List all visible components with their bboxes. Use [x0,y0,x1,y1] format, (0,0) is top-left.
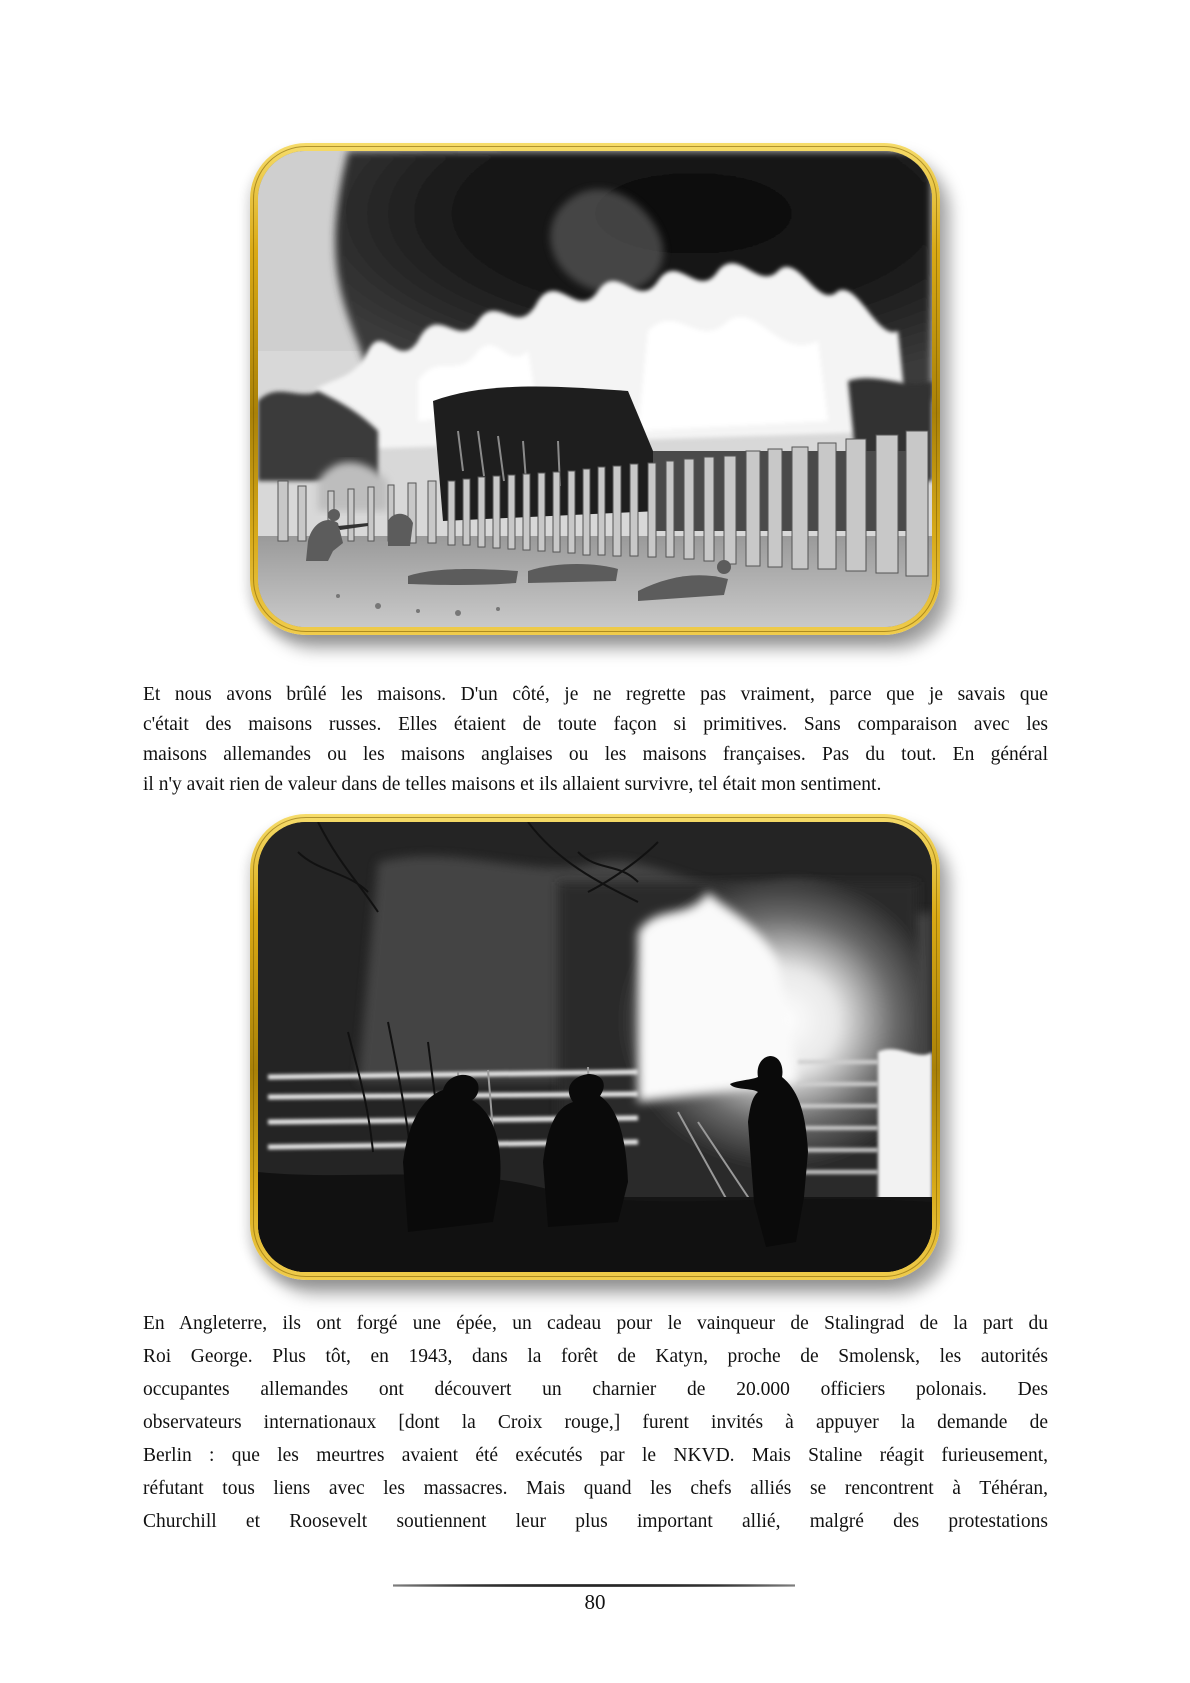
text-line: c'était des maisons russes. Elles étaient de toute façon si primitives. Sans comparaison avec les [143,714,1048,735]
burning-house-image [258,151,932,627]
text-line: il n'y avait rien de valeur dans de telles maisons et ils allaient survivre, tel était mon sentiment. [143,774,882,795]
night-fire-image [258,822,932,1272]
text-line: Churchill et Roosevelt soutiennent leur plus important allié, malgré des protestations [143,1511,1048,1532]
text-line: En Angleterre, ils ont forgé une épée, un cadeau pour le vainqueur de Stalingrad de la part du [143,1313,1048,1334]
footer-divider [393,1584,795,1587]
photo-night-fire [258,822,932,1272]
paragraph-2 [143,1307,1048,1538]
page-number: 80 [584,1590,606,1614]
text-line: observateurs internationaux [dont la Croix rouge,] furent invités à appuyer la demande de [143,1412,1048,1433]
paragraph-1 [143,680,1048,800]
text-line: Roi George. Plus tôt, en 1943, dans la forêt de Katyn, proche de Smolensk, les autorités [143,1346,1048,1367]
photo-frame-night-fire [250,814,940,1280]
text-line: Et nous avons brûlé les maisons. D'un côté, je ne regrette pas vraiment, parce que je savais que [143,684,1048,705]
text-line: Berlin : que les meurtres avaient été exécutés par le NKVD. Mais Staline réagit furieusement, [143,1445,1048,1466]
photo-burning-house [258,151,932,627]
text-line: réfutant tous liens avec les massacres. Mais quand les chefs alliés se rencontrent à Téhéran, [143,1478,1048,1499]
photo-frame-burning-house [250,143,940,635]
text-line: occupantes allemandes ont découvert un charnier de 20.000 officiers polonais. Des [143,1379,1048,1400]
text-line: maisons allemandes ou les maisons anglaises ou les maisons françaises. Pas du tout. En général [143,744,1048,765]
